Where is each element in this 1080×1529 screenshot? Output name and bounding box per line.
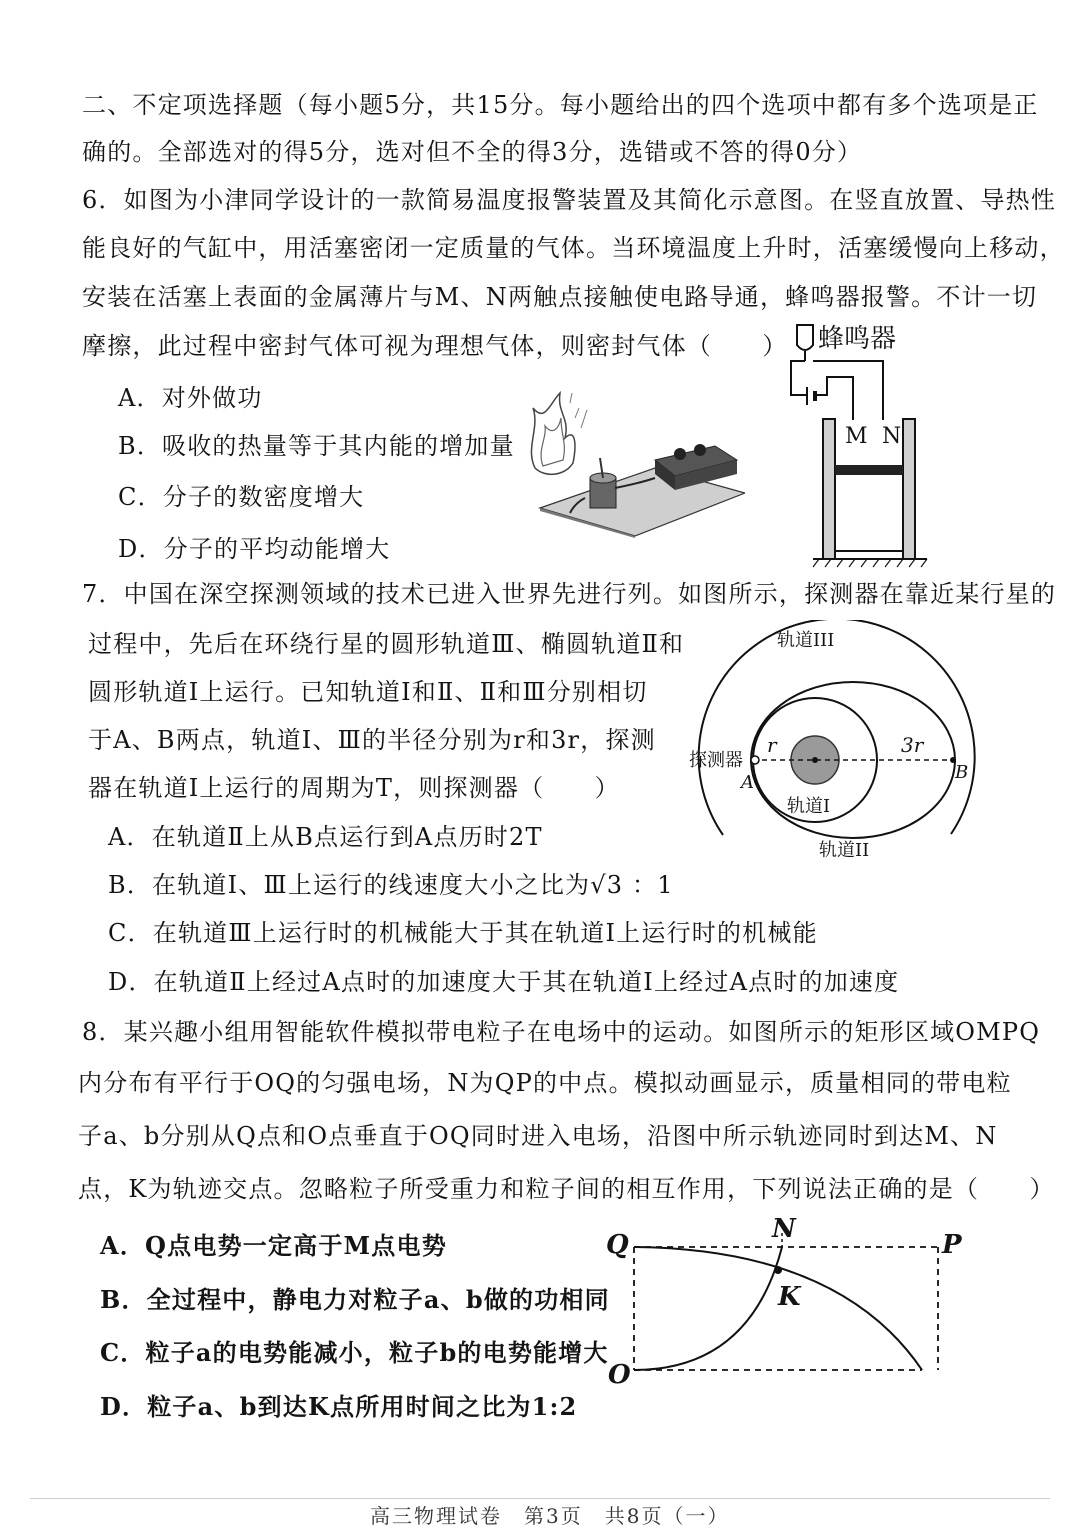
point-b-label: B — [955, 762, 969, 783]
point-p-label: P — [942, 1230, 962, 1260]
q6-option-b: B．吸收的热量等于其内能的增加量 — [118, 432, 515, 460]
q7-line-4: 于A、B两点，轨道Ⅰ、Ⅲ的半径分别为r和3r，探测 — [88, 726, 656, 754]
q6-schematic-diagram — [785, 315, 945, 570]
q8-field-diagram — [600, 1215, 980, 1405]
orbit2-label: 轨道II — [819, 840, 870, 861]
q7-option-b: B．在轨道Ⅰ、Ⅲ上运行的线速度大小之比为√3 ：1 — [108, 871, 674, 899]
q8-line-4: 点，K为轨迹交点。忽略粒子所受重力和粒子间的相互作用，下列说法正确的是（ ） — [78, 1175, 1055, 1203]
q8-option-a: A．Q点电势一定高于M点电势 — [100, 1231, 447, 1260]
buzzer-label: 蜂鸣器 — [818, 324, 897, 354]
q6-line-2: 能良好的气缸中，用活塞密闭一定质量的气体。当环境温度上升时，活塞缓慢向上移动， — [82, 234, 1065, 262]
q7-line-3: 圆形轨道Ⅰ上运行。已知轨道Ⅰ和Ⅱ、Ⅱ和Ⅲ分别相切 — [88, 678, 648, 706]
q8-option-c: C．粒子a的电势能减小，粒子b的电势能增大 — [100, 1338, 609, 1367]
section-header-line1: 二、不定项选择题（每小题5分，共15分。每小题给出的四个选项中都有多个选项是正 — [82, 91, 1039, 119]
q7-line-5: 器在轨道Ⅰ上运行的周期为T，则探测器（ ） — [88, 774, 620, 802]
page-footer: 高三物理试卷 第3页 共8页（一） — [370, 1504, 730, 1528]
probe-label: 探测器 — [689, 750, 743, 771]
contact-m-label: M — [845, 424, 868, 449]
point-n-label: N — [772, 1215, 796, 1244]
point-a-label: A — [741, 772, 754, 793]
q8-option-b: B．全过程中，静电力对粒子a、b做的功相同 — [100, 1285, 610, 1314]
q6-line-4: 摩擦，此过程中密封气体可视为理想气体，则密封气体（ ） — [82, 332, 788, 360]
point-q-label: Q — [606, 1230, 629, 1260]
contact-n-label: N — [882, 424, 902, 449]
orbit1-label: 轨道I — [787, 796, 831, 817]
q6-line-1: 6．如图为小津同学设计的一款简易温度报警装置及其简化示意图。在竖直放置、导热性 — [82, 186, 1057, 214]
q8-line-1: 8．某兴趣小组用智能软件模拟带电粒子在电场中的运动。如图所示的矩形区域OMPQ — [82, 1018, 1041, 1046]
q8-line-2: 内分布有平行于OQ的匀强电场，N为QP的中点。模拟动画显示，质量相同的带电粒 — [78, 1069, 1012, 1097]
trajectory-b — [634, 1247, 782, 1370]
r3-label: 3r — [901, 733, 924, 757]
footer-divider — [30, 1498, 1050, 1499]
q7-line-2: 过程中，先后在环绕行星的圆形轨道Ⅲ、椭圆轨道Ⅱ和 — [88, 630, 685, 658]
section-header-line2: 确的。全部选对的得5分，选对但不全的得3分，选错或不答的得0分） — [82, 138, 863, 166]
q8-line-3: 子a、b分别从Q点和O点垂直于OQ同时进入电场，沿图中所示轨迹同时到达M、N — [78, 1122, 998, 1150]
q6-option-c: C．分子的数密度增大 — [118, 483, 365, 511]
q7-line-1: 7．中国在深空探测领域的技术已进入世界先进行列。如图所示，探测器在靠近某行星的 — [82, 580, 1057, 608]
piston — [835, 465, 903, 475]
point-k — [774, 1266, 782, 1274]
q7-option-a: A．在轨道Ⅱ上从B点运行到A点历时2T — [108, 823, 543, 851]
orbit3-label: 轨道III — [777, 630, 835, 651]
point-k-label: K — [778, 1282, 801, 1312]
q6-device-photo — [515, 388, 745, 538]
orbit-3 — [699, 620, 975, 835]
q6-option-a: A．对外做功 — [118, 384, 263, 412]
q8-option-d: D．粒子a、b到达K点所用时间之比为1:2 — [100, 1392, 578, 1421]
r-label: r — [767, 733, 777, 757]
point-o-label: O — [608, 1360, 631, 1390]
q6-line-3: 安装在活塞上表面的金属薄片与M、N两触点接触使电路导通，蜂鸣器报警。不计一切 — [82, 283, 1038, 311]
buzzer-icon — [797, 325, 813, 361]
q6-option-d: D．分子的平均动能增大 — [118, 535, 391, 563]
q7-option-d: D．在轨道Ⅱ上经过A点时的加速度大于其在轨道Ⅰ上经过A点时的加速度 — [108, 968, 900, 996]
probe-icon — [751, 756, 759, 764]
q7-option-c: C．在轨道Ⅲ上运行时的机械能大于其在轨道Ⅰ上运行时的机械能 — [108, 919, 818, 947]
q7-orbit-diagram — [675, 620, 995, 865]
